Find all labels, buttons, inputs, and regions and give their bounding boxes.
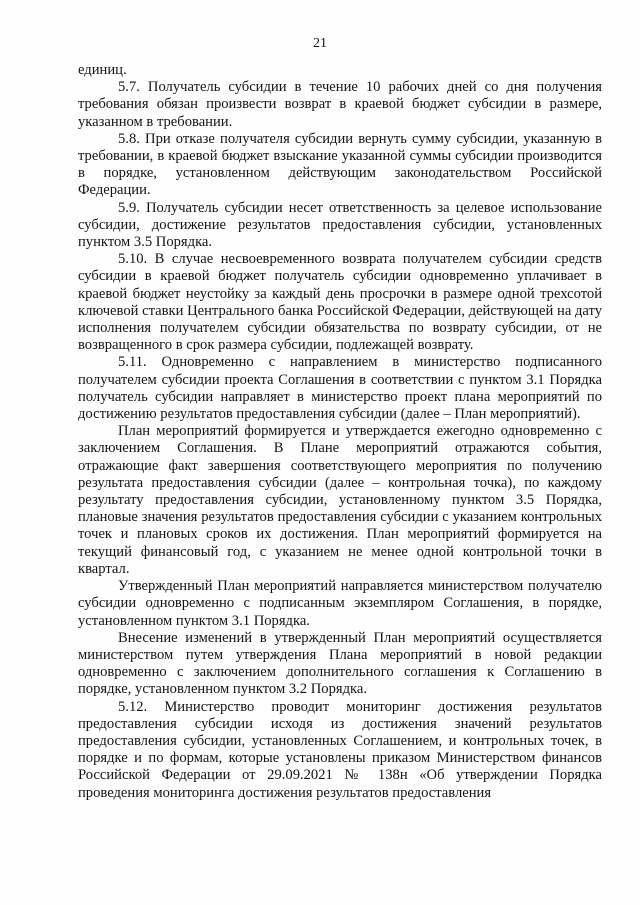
paragraph-continuation: единиц. [78, 62, 127, 78]
paragraph-plan-approved: Утвержденный План мероприятий направляется министерством получателю субсидии одновременно с подписанным экземпляром Соглашения, в порядке, установленном пунктом 3.1 Порядка. [78, 578, 602, 629]
paragraph-5-11: 5.11. Одновременно с направлением в министерство подписанного получателем субсидии проекта Соглашения в соответствии с пунктом 3.1 Порядка получатель субсидии направляет в министерство проект плана мероприятий по достижению результатов предоставления субсидии (далее – План мероприятий). [78, 354, 602, 423]
paragraph-5-8: 5.8. При отказе получателя субсидии вернуть сумму субсидии, указанную в требовании, в краевой бюджет взыскание указанной суммы субсидии производится в порядке, установленном действующим законодательством Российской Федерации. [78, 130, 602, 199]
paragraph-5-9: 5.9. Получатель субсидии несет ответственность за целевое использование субсидии, достижение результатов предоставления субсидии, установленных пунктом 3.5 Порядка. [78, 199, 602, 251]
page-number: 21 [313, 36, 327, 51]
document-body [78, 62, 602, 802]
paragraph-plan-formation: План мероприятий формируется и утверждается ежегодно одновременно с заключением Соглашения. В Плане мероприятий отражаются события, отражающие факт завершения соответствующего мероприятия по получению результата предоставления субсидии (далее – контрольная точка), по каждому результату предоставления субсидии, установленному пунктом 3.5 Порядка, плановые значения результатов предоставления субсидии с указанием контрольных точек и плановых сроков их достижения. План мероприятий формируется на текущий финансовый год, с указанием не менее одной контрольной точки в квартал. [78, 423, 602, 577]
paragraph-5-12: 5.12. Министерство проводит мониторинг достижения результатов предоставления субсидии исходя из достижения значений результатов предоставления субсидии, установленных Соглашением, и контрольных точек, в порядке и по формам, которые установлены приказом Министерством финансов Российской Федерации от 29.09.2021 № 138н «Об утверждении Порядка проведения мониторинга достижения результатов предоставления [78, 698, 602, 801]
paragraph-5-10: 5.10. В случае несвоевременного возврата получателем субсидии средств субсидии в краевой бюджет получатель субсидии одновременно уплачивает в краевой бюджет неустойку за каждый день просрочки в размере одной трехсотой ключевой ставки Центрального банка Российской Федерации, действующей на дату исполнения получателем субсидии обязательства по возврату субсидии, от не возвращенного в срок размера субсидии, подлежащей возврату. [78, 251, 602, 354]
paragraph-plan-changes: Внесение изменений в утвержденный План мероприятий осуществляется министерством путем утверждения Плана мероприятий в новой редакции одновременно с заключением дополнительного соглашения к Соглашению в порядке, установленном пунктом 3.2 Порядка. [78, 629, 602, 698]
paragraph-5-7: 5.7. Получатель субсидии в течение 10 рабочих дней со дня получения требования обязан произвести возврат в краевой бюджет субсидии в размере, указанном в требовании. [78, 79, 602, 130]
